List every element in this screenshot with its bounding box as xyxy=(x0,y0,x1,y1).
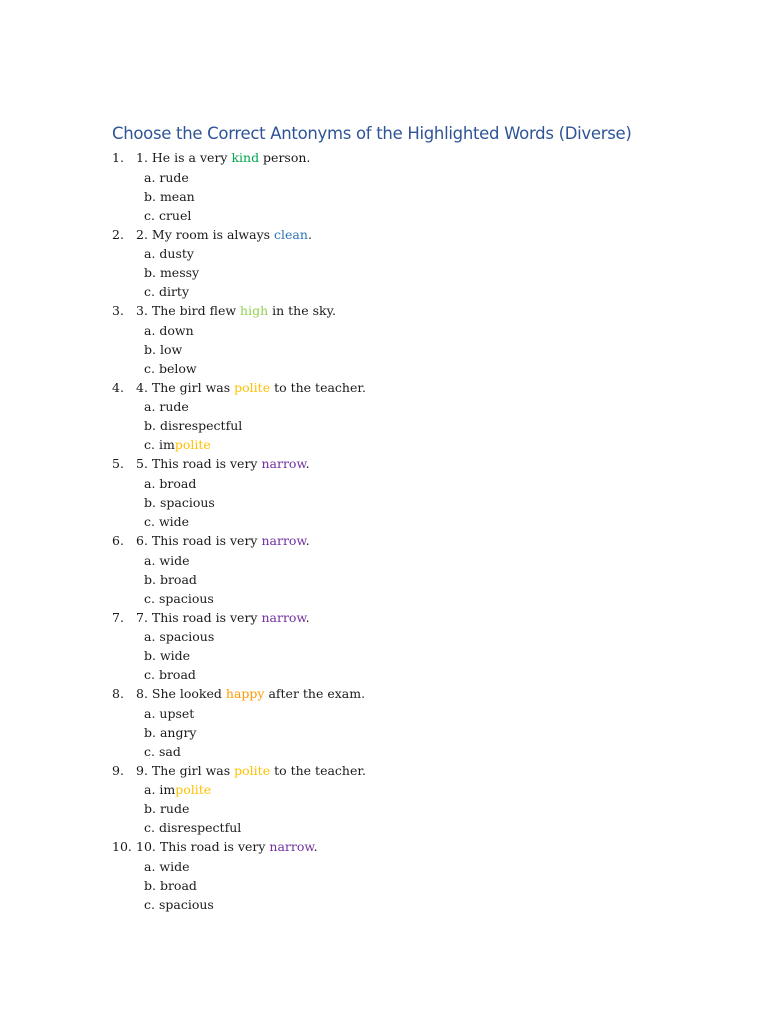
highlighted-word: happy xyxy=(225,686,265,702)
highlighted-word: narrow xyxy=(261,456,306,472)
option-highlighted-part: polite xyxy=(174,437,211,453)
question-number: 1. xyxy=(112,150,124,165)
question-text xyxy=(136,454,310,474)
question-line xyxy=(112,608,712,628)
answer-option xyxy=(112,474,712,493)
question-prefix: 10. This road is very xyxy=(136,839,270,855)
question-text xyxy=(136,608,310,628)
question-line xyxy=(112,684,712,704)
option-text: a. wide xyxy=(144,552,190,568)
option-text: c. disrespectful xyxy=(144,820,242,836)
question-line xyxy=(112,148,712,168)
option-text: b. spacious xyxy=(144,494,215,510)
question-text xyxy=(136,225,312,245)
answer-option xyxy=(112,340,712,359)
question-text xyxy=(136,148,310,168)
answer-option xyxy=(112,646,712,665)
option-text: b. broad xyxy=(144,571,197,587)
question-list xyxy=(112,148,712,914)
question-text xyxy=(136,761,366,781)
answer-option xyxy=(112,780,712,799)
highlighted-word: clean xyxy=(274,226,308,242)
option-text: a. upset xyxy=(144,705,195,721)
question-number: 5. xyxy=(112,456,124,472)
answer-option xyxy=(112,570,712,589)
page-title: Choose the Correct Antonyms of the Highlighted Words (Diverse) xyxy=(112,124,632,143)
option-text: b. disrespectful xyxy=(144,418,243,434)
answer-option xyxy=(112,282,712,301)
answer-option xyxy=(112,187,712,206)
question-item xyxy=(112,148,712,225)
question-number: 8. xyxy=(112,686,124,702)
option-text: c. sad xyxy=(144,743,181,759)
answer-option xyxy=(112,627,712,646)
question-suffix: . xyxy=(305,532,310,548)
question-number: 9. xyxy=(112,762,124,778)
answer-option xyxy=(112,818,712,837)
question-text xyxy=(136,684,365,704)
answer-option xyxy=(112,665,712,684)
answer-option xyxy=(112,435,712,454)
question-prefix: 5. This road is very xyxy=(136,456,262,472)
answer-option xyxy=(112,168,712,187)
question-suffix: person. xyxy=(259,150,311,165)
question-prefix: 2. My room is always xyxy=(136,226,275,242)
answer-option xyxy=(112,512,712,531)
option-text: c. cruel xyxy=(144,207,192,223)
question-item xyxy=(112,225,712,302)
option-text: b. mean xyxy=(144,188,195,204)
highlighted-word: narrow xyxy=(261,532,306,548)
question-number: 4. xyxy=(112,379,124,395)
option-text: b. wide xyxy=(144,648,191,664)
question-prefix: 9. The girl was xyxy=(136,762,235,778)
question-suffix: . xyxy=(313,839,318,855)
highlighted-word: narrow xyxy=(261,609,306,625)
option-text: c. spacious xyxy=(144,590,214,606)
question-line xyxy=(112,378,712,398)
question-number: 2. xyxy=(112,226,124,242)
answer-option xyxy=(112,321,712,340)
question-prefix: 4. The girl was xyxy=(136,379,235,395)
question-suffix: . xyxy=(305,609,310,625)
question-text xyxy=(136,301,336,321)
question-prefix: 1. He is a very xyxy=(136,150,232,165)
option-text: a. down xyxy=(144,322,194,338)
question-item xyxy=(112,531,712,608)
option-text: c. broad xyxy=(144,667,196,683)
question-item xyxy=(112,684,712,761)
question-suffix: to the teacher. xyxy=(270,379,366,395)
question-suffix: . xyxy=(305,456,310,472)
answer-option xyxy=(112,704,712,723)
question-prefix: 6. This road is very xyxy=(136,532,262,548)
option-text: b. angry xyxy=(144,724,197,740)
highlighted-word: kind xyxy=(231,150,260,165)
highlighted-word: polite xyxy=(234,762,271,778)
question-item xyxy=(112,378,712,455)
answer-option xyxy=(112,723,712,742)
answer-option xyxy=(112,493,712,512)
option-text: b. messy xyxy=(144,265,200,281)
option-text: c. spacious xyxy=(144,896,214,912)
question-text xyxy=(136,837,318,857)
option-text: c. below xyxy=(144,360,197,376)
option-text: a. wide xyxy=(144,858,190,874)
question-number: 6. xyxy=(112,532,124,548)
question-item xyxy=(112,608,712,685)
question-prefix: 7. This road is very xyxy=(136,609,262,625)
highlighted-word: polite xyxy=(234,379,271,395)
question-suffix: in the sky. xyxy=(268,303,336,319)
option-text: b. broad xyxy=(144,877,197,893)
question-prefix: 3. The bird flew xyxy=(136,303,241,319)
option-text: a. rude xyxy=(144,169,189,185)
answer-option xyxy=(112,244,712,263)
option-text: c. im xyxy=(144,437,175,453)
answer-option xyxy=(112,857,712,876)
answer-option xyxy=(112,359,712,378)
option-text: a. broad xyxy=(144,475,197,491)
answer-option xyxy=(112,742,712,761)
highlighted-word: high xyxy=(240,303,269,319)
option-text: a. rude xyxy=(144,399,189,415)
answer-option xyxy=(112,876,712,895)
question-text xyxy=(136,378,366,398)
question-suffix: . xyxy=(307,226,312,242)
question-line xyxy=(112,454,712,474)
answer-option xyxy=(112,263,712,282)
question-item xyxy=(112,301,712,378)
option-text: a. im xyxy=(144,782,176,798)
option-highlighted-part: polite xyxy=(175,782,212,798)
question-suffix: to the teacher. xyxy=(270,762,366,778)
highlighted-word: narrow xyxy=(269,839,314,855)
question-suffix: after the exam. xyxy=(264,686,366,702)
question-number: 10. xyxy=(112,839,132,855)
answer-option xyxy=(112,895,712,914)
question-text xyxy=(136,531,310,551)
option-text: b. low xyxy=(144,341,183,357)
question-line xyxy=(112,225,712,245)
question-item xyxy=(112,761,712,838)
answer-option xyxy=(112,397,712,416)
question-line xyxy=(112,761,712,781)
option-text: c. wide xyxy=(144,513,190,529)
option-text: a. dusty xyxy=(144,246,194,262)
answer-option xyxy=(112,551,712,570)
question-prefix: 8. She looked xyxy=(136,686,226,702)
question-item xyxy=(112,837,712,914)
answer-option xyxy=(112,589,712,608)
question-item xyxy=(112,454,712,531)
question-line xyxy=(112,531,712,551)
answer-option xyxy=(112,416,712,435)
option-text: c. dirty xyxy=(144,284,190,300)
option-text: b. rude xyxy=(144,801,190,817)
answer-option xyxy=(112,206,712,225)
question-line xyxy=(112,837,712,857)
option-text: a. spacious xyxy=(144,629,215,645)
question-number: 3. xyxy=(112,303,124,319)
question-number: 7. xyxy=(112,609,124,625)
answer-option xyxy=(112,799,712,818)
question-line xyxy=(112,301,712,321)
